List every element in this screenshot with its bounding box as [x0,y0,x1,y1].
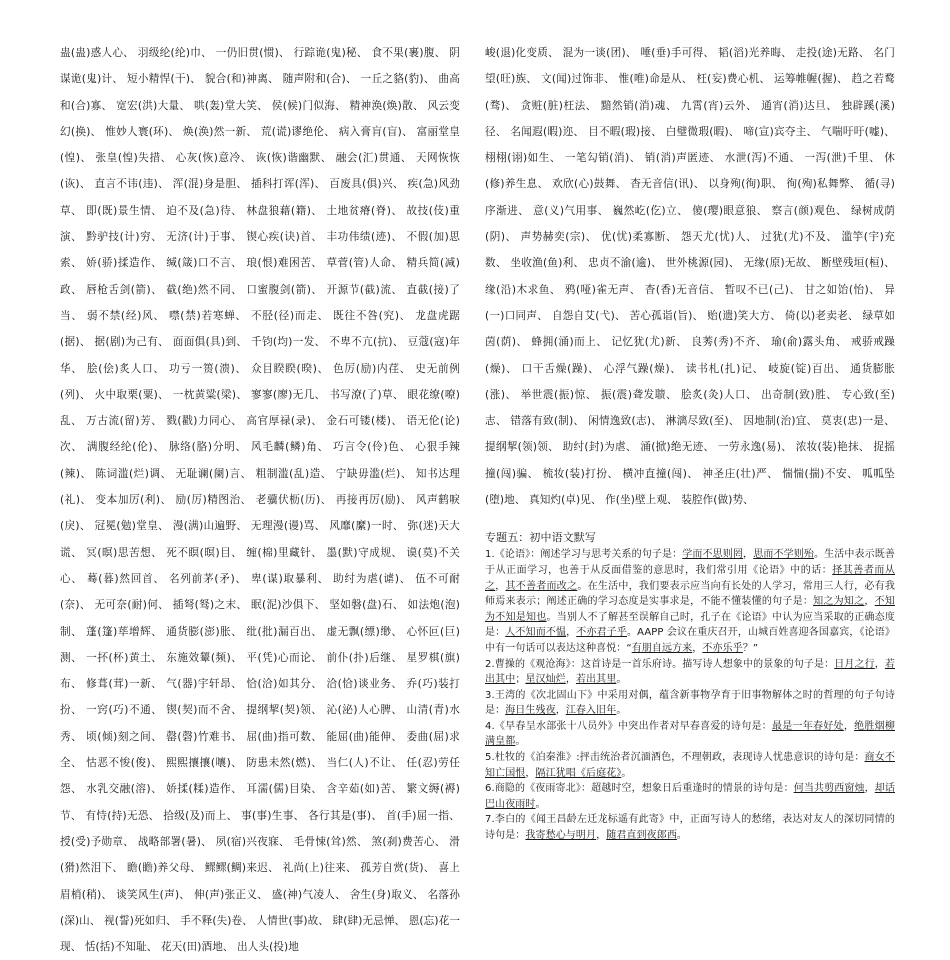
section-title: 专题五：初中语文默写 [485,531,596,545]
q6-text: 6.商隐的《夜雨寄北》：超越时空，想象日后重逢时的情景的诗句是： [485,783,794,795]
q1-blank-5: 知之为知之 [813,596,865,608]
q6-post: 。 [535,798,546,810]
q7-blank-1: 我寄愁心与明月 [525,830,597,842]
q1-post5: ？” [742,642,759,654]
right-column-text: 峻(退)化变质、 混为一谈(团)、 唾(垂)手可得、 韬(滔)光养晦、 走投(途)无路、 名门望(旺)族、 文(闻)过饰非、 惟(唯)命是从、 枉(妄)费心机、 运筹帷幄(握)、 趋之若鹜(骛)、 贪赃(脏)枉法、 黯然销(消)魂、 九霄(宵)云外、 通宵(消)达旦、 独辟蹊(溪)径、 名闻遐(暇)迩、 目不暇(瑕)接、 白璧微瑕(暇)、 啼(宣)宾夺主、 气喘吁吁(嘘)、 栩栩(诩)如生、 一笔勾销(消)、 销(消)声匿迹、 水泄(泻)不通、 一泻(泄)千里、 休(修)养生息、 欢欣(心)鼓舞、 杳无音信(讯)、 以身殉(徇)职、 徇(殉)私舞弊、 循(寻)序渐进、 意(义)气用事、 巍然屹(仡)立、 傻(璎)眼意狼、 察言(颜)观色、 绿树成荫(阴)、 声势赫奕(宗)、 优(忧)柔寡断、 怨天尤(忧)人、 过犹(尤)不及、 滥竽(宇)充数、 坐收渔(鱼)利、 忠贞不渝(逾)、 世外桃源(园)、 无缘(原)无故、 断壁残垣(桓)、 缘(沿)木求鱼、 鸦(哑)雀无声、 杳(香)无音信、 暂叹不已(己)、 甘之如饴(怡)、 异(一)口同声、 自怨自艾(弋)、 苦心孤诣(旨)、 贻(遗)笑大方、 倚(以)老卖老、 绿草如茵(荫)、 蜂拥(涌)而上、 记忆犹(尤)新、 良莠(秀)不齐、 瑜(俞)露头角、 戒骄戒躁(燥)、 口干舌燥(躁)、 心浮气躁(燥)、 读书札(扎)记、 岐旋(锭)百出、 通货膨胀(涨)、 举世震(振)惊、 振(震)聋发聩、 脍炙(灸)人口、 出奇制(致)胜、 专心致(至)志、 错落有致(制)、 闲情逸致(志)、 淋漓尽致(至)、 因地制(治)宜、 莫衷(忠)一是、 提纲挈(领)领、 助纣(封)为虐、 涌(掀)绝无迹、 一劳永逸(易)、 浓妆(装)艳抹、 捉摇撞(闯)骗、 梳妆(装)打扮、 横冲直撞(闯)、 神圣庄(壮)严、 惴惴(揣)不安、 呱呱坠(堕)地、 真知灼(卓)见、 作(坐)壁上观、 装腔作(做)势、 [485,47,895,507]
q1-post4: 。AAPP 会议在重庆召开，山城百姓喜迎各国嘉宾，《论语》中有一句话可以表达这种喜悦：“ [485,627,895,654]
q2-blank-3: 星汉灿烂 [525,674,566,686]
q3-blank-2: 江春入旧年 [565,705,617,717]
q4-blank-1: 最是一年春好处 [771,720,844,732]
question-4: 4.《早春呈水部张十八员外》中突出作者对早春喜爱的诗句是：最是一年春好处，绝胜烟柳满皇都。 [485,720,895,748]
right-column [485,40,895,844]
q3-post: 。 [616,705,627,717]
q3-blank-1: 海日生残夜 [505,705,556,717]
q4-post: 。 [515,736,526,748]
question-3: 3.王湾的《次北固山下》中采用对偶，蕴含新事物孕育于旧事物解体之时的哲理的句子句诗是：海日生残夜，江春入旧年。 [485,689,895,717]
q7-post: 。 [676,830,688,842]
q1-blank-4: 其不善者而改之 [505,580,578,592]
question-5: 5.杜牧的《泊秦淮》:抨击统治者沉湎酒色，不理朝政，表现诗人忧患意识的诗句是：商女不知亡国恨，隔江犹唱《后庭花》。 [485,752,895,779]
q1-blank-2: 思而不学则殆 [753,549,814,561]
q5-blank-2: 隔江犹唱《后庭花》 [535,767,622,779]
left-column-text: 蛊(蛊)惑人心、 羽级纶(纶)巾、 一仍旧贯(惯)、 行踪诡(鬼)秘、 食不果(裹)腹、 阴谋诡(鬼)计、 短小精悍(干)、 貌合(和)神离、 随声附和(合)、 一丘之貉(豹)、 曲高和(合)寡、 宽宏(洪)大量、 哄(轰)堂大笑、 侯(候)门似海、 精神涣(焕)散、 风云变幻(换)、 惟妙人寰(环)、 焕(涣)然一新、 荒(谎)谬绝伦、 病入膏肓(盲)、 富丽堂皇(惶)、 张皇(惶)失措、 心灰(恢)意冷、 诙(恢)谐幽默、 融会(汇)贯通、 天网恢恢(诙)、 直言不讳(违)、 浑(混)身是胆、 插科打诨(浑)、 百废具(俱)兴、 疾(急)风劲草、 即(既)景生情、 迫不及(急)待、 林盘狼藉(籍)、 土地贫瘠(脊)、 故技(伎)重演、 黔驴技(计)穷、 无济(计)于事、 锲心疾(诀)首、 丰功伟绩(迹)、 不假(加)思索、 娇(骄)揉造作、 缄(箴)口不言、 琅(恨)难困苦、 草菅(管)人命、 精兵简(减)政、 唇枪舌剑(箭)、 截(绝)然不同、 口蜜腹剑(箭)、 开源节(截)流、 直截(接)了当、 弱不禁(经)风、 噤(禁)若寒蝉、 不胫(径)而走、 既往不咎(究)、 龙盘虎踞(据)、 据(剧)为己有、 面面俱(具)到、 千钧(均)一发、 不卑不亢(抗)、 豆蔻(寇)年华、 脍(侩)炙人口、 功亏一篑(溃)、 众目睽睽(暌)、 色厉(励)内荏、 史无前例(列)、 火中取栗(粟)、 一枕黄粱(梁)、 寥寥(廖)无几、 书写潦(了)草、 眼花缭(嘹)乱、 万古流(留)芳、 戮(戳)力同心、 高官厚禄(录)、 金石可镂(楼)、 语无伦(论)次、 满腹经纶(伦)、 脉络(胳)分明、 风毛麟(鳞)角、 巧言令(伶)色、 心狠手辣(辣)、 陈词滥(烂)调、 无耻谰(阑)言、 粗制滥(乱)造、 宁缺毋滥(烂)、 知书达理(礼)、 变本加厉(利)、 励(厉)精图治、 老骥伏枥(历)、 再接再厉(励)、 风声鹤唳(戾)、 冠冕(勉)堂皇、 漫(满)山遍野、 无理漫(谩)骂、 风靡(縻)一时、 弥(迷)天大谎、 冥(暝)思苦想、 死不瞑(暝)目、 缠(棉)里藏针、 墨(默)守成规、 谟(莫)不关心、 蓦(暮)然回首、 名列前茅(矛)、 卑(谋)取暴利、 助纣为虐(谑)、 伍不可耐(奈)、 无可奈(耐)何、 插弩(驽)之末、 眠(泥)沙俱下、 坚如磐(盘)石、 如法炮(泡)制、 蓬(篷)荜增辉、 通货膨(澎)胀、 纰(批)漏百出、 虚无飘(缥)缈、 心怀叵(巨)测、 一抔(杯)黄土、 东施效颦(频)、 平(凭)心而论、 前仆(扑)后继、 星罗棋(旗)布、 修葺(茸)一新、 气(器)宇轩昂、 恰(洽)如其分、 洽(恰)谈业务、 乔(巧)装打扮、 一窍(巧)不通、 锲(契)而不舍、 提纲挈(契)领、 沁(泌)人心脾、 山清(青)水秀、 顷(倾)刻之间、 罄(磬)竹难书、 屈(曲)指可数、 能屈(曲)能伸、 委曲(屈)求全、 怙恶不悛(俊)、 熙熙攘攘(嚷)、 防患未然(燃)、 当仁(人)不让、 任(忍)劳任怨、 水乳交融(溶)、 娇揉(糅)造作、 耳濡(儒)目染、 含辛茹(如)苦、 繁文缛(褥)节、 有恃(持)无恐、 拾级(及)而上、 事(事)生事、 各行其是(事)、 首(手)屈一指、 授(受)予勋章、 战略部署(暑)、 夙(宿)兴夜寐、 毛骨悚(耸)然、 煞(刹)费苦心、 滑(猾)然泪下、 瞻(瞻)养父母、 鳏鳏(鲷)来迟、 礼尚(上)往来、 孤芳自赏(货)、 喜上眉梢(稍)、 谈笑风生(声)、 伸(声)张正义、 盛(神)气凌人、 舍生(身)取义、 名落孙(深)山、 视(誓)死如归、 手不释(失)卷、 人情世(事)故、 肆(肆)无忌惮、 恩(忘)花一现、 恬(括)不知耻、 花天(田)酒地、 出人头(投)地 [60,47,460,954]
q7-blank-2: 随君直到夜郎西 [606,830,677,842]
q1-blank-3: 择其善者而从之 [485,564,895,592]
q1-blank-1: 学而不思则罔 [682,549,744,561]
q1-post3: 。当别人不了解甚至误解自己时，孔子在《论语》中认为应当采取的正确态度是： [485,611,895,639]
q2-blank-2: 若出其中 [485,658,896,686]
q7-text: 7.李白的《闻王昌龄左迁龙标遥有此寄》中，正面写诗人的愁绪，表达对友人的深切同情的诗句是： [485,814,895,842]
question-1: 1.《论语》：阐述学习与思考关系的句子是：学而不思则罔，思而不学则殆。生活中表示既善于从正面学习，也善于从反面借鉴的意思时，我们常引用《论语》中的话：择其善者而从之，其不善者而改之。在生活中，我们要表示应当向有长处的人学习，常用三人行，必有我师焉来表示；阐述正确的学习态度是实事求是，不能不懂装懂的句子是：知之为知之，不知为不知是知也。当别人不了解甚至误解自己时，孔子在《论语》中认为应当采取的正确态度是：人不知而不愠，不亦君子乎。AAPP 会议在重庆召开，山城百姓喜迎各国嘉宾，《论语》中有一句话可以表达这种喜悦：“有朋自远方来，不亦乐乎？” [485,549,896,654]
q4-blank-2: 绝胜烟柳满皇都 [485,720,895,748]
q2-post: 。 [616,674,627,686]
q1-blank-8: 不亦君子乎 [576,627,627,639]
question-6: 6.商隐的《夜雨寄北》：超越时空，想象日后重逢时的情景的诗句是：何当共剪西窗烛，却话巴山夜雨时。 [485,783,895,810]
q1-blank-6: 不知为不知是知也 [485,596,896,623]
left-column [60,40,460,960]
q4-text: 4.《早春呈水部张十八员外》中突出作者对早春喜爱的诗句是： [485,720,772,732]
q2-blank-1: 日月之行 [834,658,875,670]
q1-blank-7: 人不知而不愠 [505,627,567,639]
q1-post2: 。在生活中，我们要表示应当向有长处的人学习，常用三人行，必有我师焉来表示；阐述正确的学习态度是实事求是，不能不懂装懂的句子是： [485,580,896,608]
question-2: 2.曹操的《观沧海》：这首诗是一首乐府诗。描写诗人想象中的景象的句子是：日月之行，若出其中；星汉灿烂，若出其里。 [485,658,896,686]
q3-text: 3.王湾的《次北固山下》中采用对偶，蕴含新事物孕育于旧事物解体之时的哲理的句子句诗是： [485,689,895,717]
q1-blank-10: 不亦乐乎 [702,642,743,654]
q5-post: 。 [621,767,632,779]
q6-blank-1: 何当共剪西窗烛 [793,783,865,795]
q5-blank-1: 商女不知亡国恨 [485,752,895,779]
q2-text: 2.曹操的《观沧海》：这首诗是一首乐府诗。描写诗人想象中的景象的句子是： [485,658,835,670]
q5-text: 5.杜牧的《泊秦淮》:抨击统治者沉湎酒色，不理朝政，表现诗人忧患意识的诗句是： [485,752,865,764]
q1-pre: 1.《论语》：阐述学习与思考关系的句子是： [485,549,683,561]
question-7: 7.李白的《闻王昌龄左迁龙标遥有此寄》中，正面写诗人的愁绪，表达对友人的深切同情的诗句是：我寄愁心与明月，随君直到夜郎西。 [485,814,895,842]
q1-blank-9: 有朋自远方来 [631,642,693,654]
q1-post: 。生活中表示既善于从正面学习，也善于从反面借鉴的意思时，我们常引用《论语》中的话： [485,549,895,576]
q2-blank-4: 若出其里 [575,674,617,686]
q6-blank-2: 却话巴山夜雨时 [485,783,895,810]
